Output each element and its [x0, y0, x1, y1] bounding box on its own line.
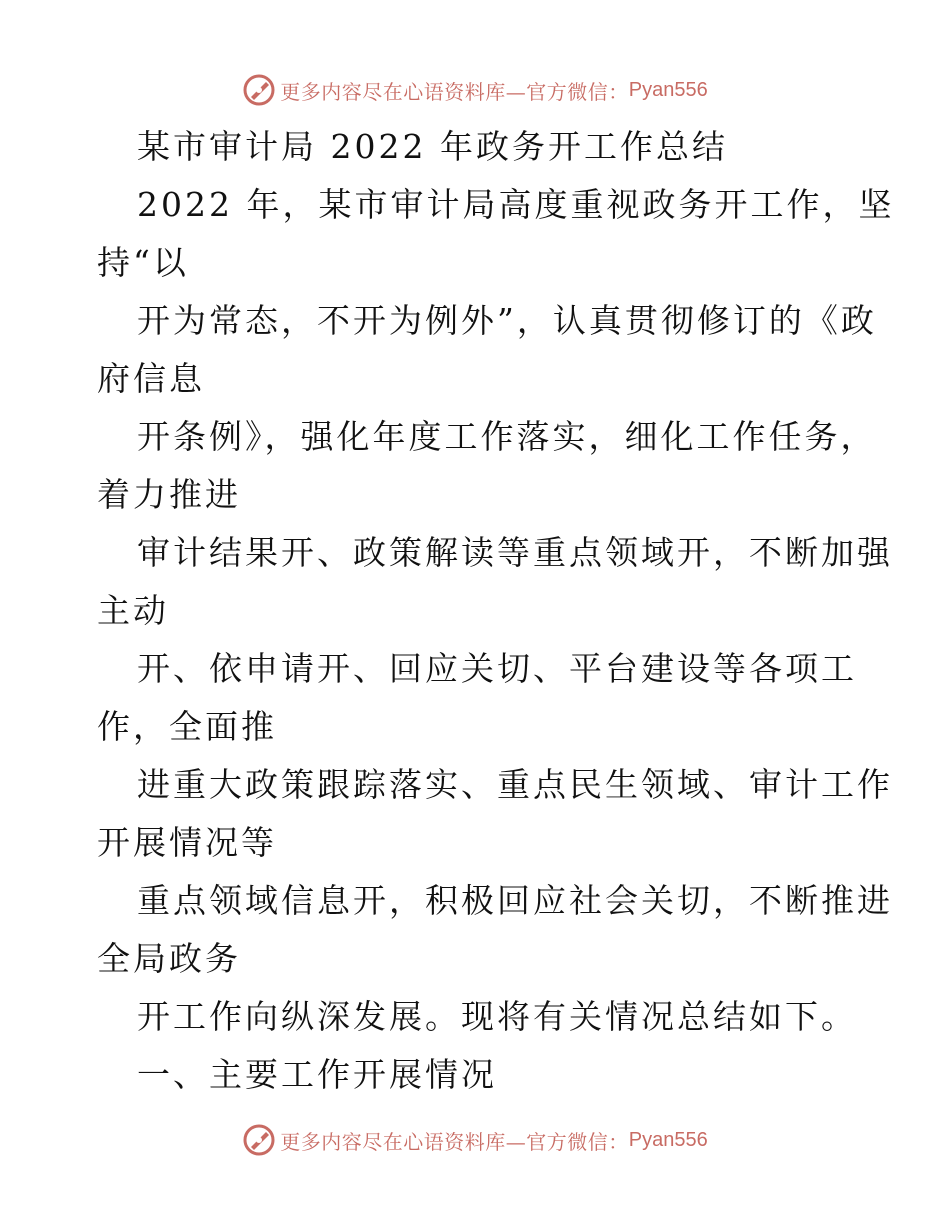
logo-icon [242, 73, 276, 107]
paragraph-line: 着力推进 [97, 475, 241, 514]
watermark-text: 更多内容尽在心语资料库—官方微信： [280, 1129, 629, 1154]
document-body [97, 118, 895, 1104]
watermark-wechat-id: Pyan556 [628, 78, 708, 101]
logo-icon [242, 1123, 276, 1157]
paragraph-line: 进重大政策跟踪落实、重点民生领域、审计工作 [137, 765, 893, 804]
footer-watermark [0, 1120, 950, 1160]
paragraph-line: 2022 年，某市审计局高度重视政务开工作，坚 [137, 185, 895, 224]
paragraph-line: 作，全面推 [97, 707, 277, 746]
paragraph-line: 全局政务 [97, 939, 241, 978]
paragraph-line: 府信息 [97, 359, 205, 398]
section-heading: 一、主要工作开展情况 [137, 1055, 497, 1094]
paragraph-line: 开、依申请开、回应关切、平台建设等各项工 [137, 649, 857, 688]
paragraph-line: 审计结果开、政策解读等重点领域开，不断加强 [137, 533, 893, 572]
watermark-text: 更多内容尽在心语资料库—官方微信： [280, 79, 629, 104]
paragraph-line: 持“以 [97, 243, 189, 282]
paragraph-line: 主动 [97, 591, 169, 630]
paragraph-line: 开展情况等 [97, 823, 277, 862]
paragraph-line: 重点领域信息开，积极回应社会关切，不断推进 [137, 881, 893, 920]
paragraph-line: 开为常态，不开为例外”，认真贯彻修订的《政 [137, 301, 877, 340]
paragraph-line: 开条例》，强化年度工作落实，细化工作任务， [137, 417, 877, 456]
paragraph-line: 开工作向纵深发展。现将有关情况总结如下。 [137, 997, 857, 1036]
header-watermark [0, 70, 950, 110]
watermark-wechat-id: Pyan556 [628, 1128, 708, 1151]
document-title: 某市审计局 2022 年政务开工作总结 [137, 127, 728, 166]
